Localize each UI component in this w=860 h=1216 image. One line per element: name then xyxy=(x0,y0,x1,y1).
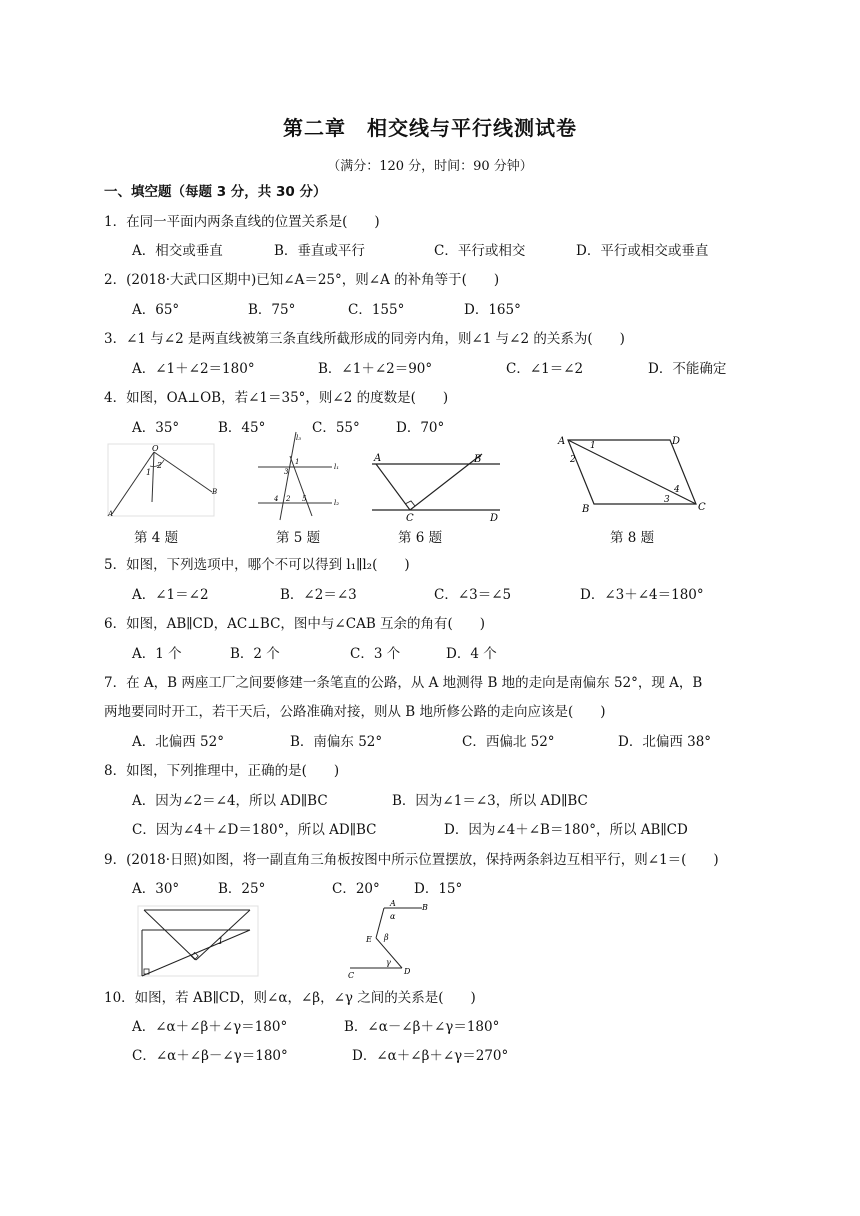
angle-label: γ xyxy=(386,958,391,967)
point-label: E xyxy=(366,935,372,944)
option-a: A．因为∠2＝∠4，所以 AD∥BC xyxy=(132,793,328,809)
option-d: D．∠3＋∠4＝180° xyxy=(580,587,704,603)
question-stem: 3．∠1 与∠2 是两直线被第三条直线所截形成的同旁内角，则∠1 与∠2 的关系为( ) xyxy=(104,331,625,347)
question-stem-continued: 两地要同时开工，若干天后，公路准确对接，则从 B 地所修公路的走向应该是( ) xyxy=(104,704,606,720)
question-stem: 1．在同一平面内两条直线的位置关系是( ) xyxy=(104,214,380,230)
point-label: B xyxy=(422,903,428,912)
option-d: D．15° xyxy=(414,881,463,897)
question-stem: 7．在 A，B 两座工厂之间要修建一条笔直的公路，从 A 地测得 B 地的走向是南偏东 52°，现 A，B xyxy=(104,675,703,691)
figure-5 xyxy=(254,430,344,520)
point-label: A xyxy=(374,453,382,464)
option-c: C．20° xyxy=(332,881,380,897)
question-stem: 2．(2018·大武口区期中)已知∠A＝25°，则∠A 的补角等于( ) xyxy=(104,272,500,288)
point-label: B xyxy=(474,454,482,465)
option-b: B．垂直或平行 xyxy=(274,243,365,259)
option-a: A．∠1＋∠2＝180° xyxy=(132,361,255,377)
point-label: C xyxy=(406,513,414,524)
option-c: C．西偏北 52° xyxy=(462,734,555,750)
figure-caption: 第 6 题 xyxy=(398,530,443,546)
figure-caption: 第 8 题 xyxy=(610,530,655,546)
point-label: B xyxy=(212,488,218,496)
option-c: C．155° xyxy=(348,302,405,318)
angle-label: 1 xyxy=(295,458,300,466)
question-stem: 6．如图，AB∥CD，AC⊥BC，图中与∠CAB 互余的角有( ) xyxy=(104,616,486,632)
option-c: C．55° xyxy=(312,420,360,436)
point-label: C xyxy=(698,502,706,513)
figure-caption: 第 5 题 xyxy=(276,530,321,546)
option-a: A．相交或垂直 xyxy=(132,243,223,259)
question-stem: 5．如图，下列选项中，哪个不可以得到 l₁∥l₂( ) xyxy=(104,557,410,573)
option-a: A．北偏西 52° xyxy=(132,734,224,750)
figure-8 xyxy=(554,434,714,514)
figure-caption: 第 4 题 xyxy=(134,530,179,546)
option-d: D．165° xyxy=(464,302,521,318)
angle-label: 2 xyxy=(570,455,576,465)
angle-label: 5 xyxy=(302,495,307,503)
option-b: B．2 个 xyxy=(230,646,280,662)
figure-10 xyxy=(344,900,434,980)
line-label: l₂ xyxy=(334,499,340,507)
question-stem: 4．如图，OA⊥OB，若∠1＝35°，则∠2 的度数是( ) xyxy=(104,390,449,406)
option-d: D．∠α＋∠β＋∠γ＝270° xyxy=(352,1048,509,1064)
option-c: C．平行或相交 xyxy=(434,243,526,259)
option-d: D．因为∠4＋∠B＝180°，所以 AB∥CD xyxy=(444,822,688,838)
option-d: D．4 个 xyxy=(446,646,497,662)
point-label: A xyxy=(390,899,396,908)
angle-label: 1 xyxy=(590,441,596,451)
point-label: D xyxy=(404,967,411,976)
point-label: A xyxy=(108,510,114,518)
angle-label: 1 xyxy=(146,468,152,477)
page-title: 第二章 相交线与平行线测试卷 xyxy=(283,116,577,140)
option-a: A．30° xyxy=(132,881,180,897)
angle-label: α xyxy=(390,912,396,921)
figure-6 xyxy=(366,450,506,522)
line-label: l₁ xyxy=(334,463,340,471)
angle-label: 2 xyxy=(157,461,163,470)
option-a: A．65° xyxy=(132,302,180,318)
point-label: D xyxy=(672,436,681,447)
option-b: B．∠2＝∠3 xyxy=(280,587,357,603)
option-c: C．3 个 xyxy=(350,646,401,662)
point-label: D xyxy=(490,513,499,524)
angle-label: 3 xyxy=(664,495,670,505)
angle-label: 2 xyxy=(286,495,291,503)
figure-4 xyxy=(108,444,218,520)
option-b: B．∠1＋∠2＝90° xyxy=(318,361,433,377)
option-a: A．∠α＋∠β＋∠γ＝180° xyxy=(132,1019,288,1035)
option-d: D．不能确定 xyxy=(648,361,727,377)
option-a: A．∠1＝∠2 xyxy=(132,587,209,603)
option-a: A．1 个 xyxy=(132,646,182,662)
line-label: l₃ xyxy=(296,434,302,442)
angle-label: 4 xyxy=(274,495,279,503)
option-b: B．∠α－∠β＋∠γ＝180° xyxy=(344,1019,500,1035)
option-d: D．平行或相交或垂直 xyxy=(576,243,709,259)
option-c: C．∠α＋∠β－∠γ＝180° xyxy=(132,1048,288,1064)
point-label: B xyxy=(582,504,590,515)
option-d: D．70° xyxy=(396,420,445,436)
angle-label: 3 xyxy=(284,468,289,476)
question-stem: 8．如图，下列推理中，正确的是( ) xyxy=(104,763,340,779)
option-b: B．因为∠1＝∠3，所以 AD∥BC xyxy=(392,793,588,809)
section-heading: 一、填空题（每题 3 分，共 30 分） xyxy=(104,184,327,200)
option-c: C．∠3＝∠5 xyxy=(434,587,512,603)
page-subtitle: （满分：120 分，时间：90 分钟） xyxy=(327,159,533,174)
option-b: B．75° xyxy=(248,302,296,318)
figure-9 xyxy=(138,906,264,978)
option-c: C．∠1＝∠2 xyxy=(506,361,584,377)
option-b: B．45° xyxy=(218,420,266,436)
angle-label: β xyxy=(384,933,389,942)
option-d: D．北偏西 38° xyxy=(618,734,712,750)
question-stem: 9．(2018·日照)如图，将一副直角三角板按图中所示位置摆放，保持两条斜边互相平行，则∠1＝( ) xyxy=(104,852,719,868)
angle-label: 4 xyxy=(674,485,680,495)
option-b: B．南偏东 52° xyxy=(290,734,383,750)
option-c: C．因为∠4＋∠D＝180°，所以 AD∥BC xyxy=(132,822,377,838)
angle-label: 1 xyxy=(218,937,224,946)
option-b: B．25° xyxy=(218,881,266,897)
point-label: O xyxy=(152,444,159,453)
point-label: C xyxy=(348,971,355,980)
option-a: A．35° xyxy=(132,420,180,436)
question-stem: 10．如图，若 AB∥CD，则∠α，∠β，∠γ 之间的关系是( ) xyxy=(104,990,476,1006)
point-label: A xyxy=(558,436,566,447)
